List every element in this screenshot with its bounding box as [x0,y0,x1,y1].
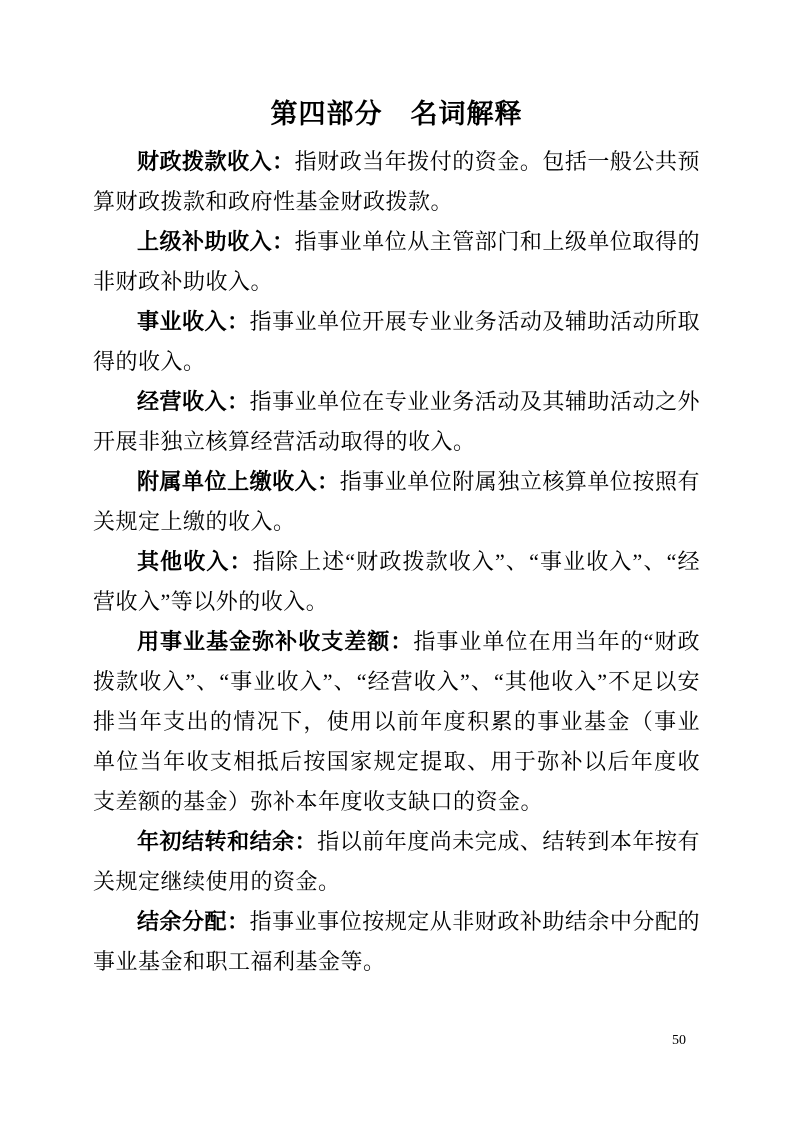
term-paragraph [93,302,700,382]
page-title: 第四部分 名词解释 [270,99,523,129]
term-label: 结余分配： [137,909,250,934]
term-label: 年初结转和结余： [137,829,318,854]
page-number: 50 [672,1033,686,1048]
term-label: 其他收入： [137,549,253,574]
term-paragraph [93,622,700,822]
document-content [93,94,700,982]
term-definition: 指以前年度尚未完成、结转到本年按有关规定继续使用的资金。 [93,829,700,894]
term-definition: 指除上述“财政拨款收入”、“事业收入”、“经营收入”等以外的收入。 [93,549,700,614]
term-paragraph [93,382,700,462]
term-definition: 指事业单位附属独立核算单位按照有关规定上缴的收入。 [93,469,700,534]
term-paragraph [93,822,700,902]
term-label: 上级补助收入： [137,229,295,254]
term-paragraph [93,222,700,302]
term-definition: 指事业单位在专业业务活动及其辅助活动之外开展非独立核算经营活动取得的收入。 [93,389,700,454]
term-definition: 指事业事位按规定从非财政补助结余中分配的事业基金和职工福利基金等。 [93,909,700,974]
term-paragraph [93,902,700,982]
term-definition: 指财政当年拨付的资金。包括一般公共预算财政拨款和政府性基金财政拨款。 [93,149,700,214]
term-paragraph [93,462,700,542]
term-label: 经营收入： [137,389,250,414]
term-definition: 指事业单位开展专业业务活动及辅助活动所取得的收入。 [93,309,700,374]
term-definition: 指事业单位在用当年的“财政拨款收入”、“事业收入”、“经营收入”、“其他收入”不足以安排当年支出的情况下，使用以前年度积累的事业基金（事业单位当年收支相抵后按国家规定提取、用于弥补以后年度收支差额的基金）弥补本年度收支缺口的资金。 [93,629,701,814]
term-label: 事业收入： [137,309,250,334]
term-label: 附属单位上缴收入： [137,469,340,494]
term-paragraph [93,542,700,622]
term-definition: 指事业单位从主管部门和上级单位取得的非财政补助收入。 [93,229,700,294]
term-label: 财政拨款收入： [137,149,295,174]
term-paragraph [93,142,700,222]
term-label: 用事业基金弥补收支差额： [137,629,414,654]
